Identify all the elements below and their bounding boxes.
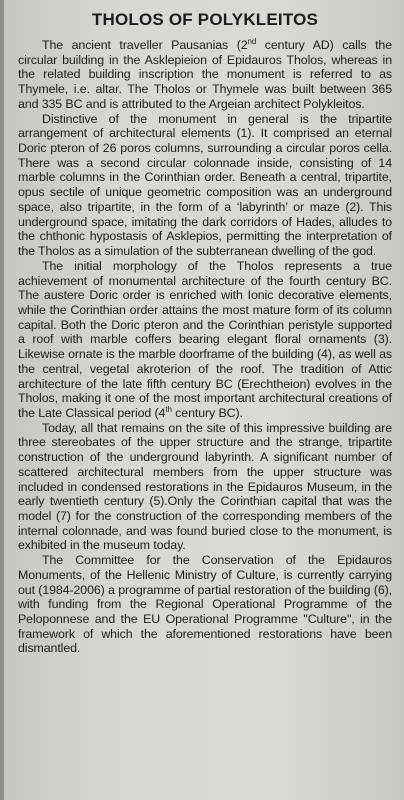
text-segment: The Committee for the Conservation of the Epidauros Monuments, of the Hellenic Ministry of Culture, is currently carrying out (1984-2006) a programme of partial restoration of the building (6), with funding from the Regional Operational Programme of the Peloponnese and the EU Operational Programme "Culture", in the framework of which the aforementioned restorations have been dismantled.	[18, 553, 392, 656]
text-segment: century AD) calls the circular building in the Asklepieion of Epidauros Tholos, whereas in the related building inscription the monument is referred to as Thymele, i.e. altar. The Tholos or Thymele was built between 365 and 335 BC and is attributed to the Argeian architect Polykleitos.	[18, 38, 392, 111]
paragraph-2	[18, 112, 392, 259]
text-segment: Distinctive of the monument in general is the tripartite arrangement of architectural elements (1). It comprised an eternal Doric pteron of 26 poros columns, surrounding a circular poros cella. There was a second circular colonnade inside, consisting of 14 marble columns in the Corinthian order. Beneath a central, tripartite, opus sectile of unique geometric composition was an underground space, also tripartite, in the form of a ‘labyrinth’ or maze (2). This underground space, imitating the dark corridors of Hades, alludes to the chthonic hypostasis of Asklepios, permitting the interpretation of the Tholos as a simulation of the subterranean dwelling of the god.	[18, 111, 392, 259]
paragraph-3	[18, 259, 392, 421]
paragraph-4	[18, 421, 392, 553]
panel-title: THOLOS OF POLYKLEITOS	[91, 10, 319, 29]
text-segment: century BC).	[171, 405, 243, 420]
paragraph-5	[18, 553, 392, 656]
body-text	[18, 38, 392, 656]
text-segment: Today, all that remains on the site of this impressive building are three stereobates of the upper structure and the strange, tripartite construction of the underground labyrinth. A significant number of scattered architectural members from the upper structure was included in condensed restorations in the Epidauros Museum, in the early twentieth century (5).Only the Corinthian capital that was the model (7) for the construction of the corresponding members of the internal colonnade, and was found buried close to the monument, is exhibited in the museum today.	[18, 420, 392, 553]
text-segment: The initial morphology of the Tholos represents a true achievement of monumental architecture of the fourth century BC. The austere Doric order is enriched with Ionic decorative elements, while the Corinthian order attains the most mature form of its column capital. Both the Doric pteron and the Corinthian peristyle supported a roof with marble coffers bearing elegant floral ornaments (3). Likewise ornate is the marble doorframe of the building (4), as well as the central, vegetal akroterion of the roof. The tradition of Attic architecture of the late fifth century BC (Erechtheion) evolves in the Tholos, making it one of the most important architectural creations of the Late Classical period (4	[18, 258, 392, 420]
text-segment: The ancient traveller Pausanias (2	[42, 38, 248, 52]
paragraph-1	[18, 38, 392, 112]
superscript: th	[165, 404, 172, 414]
superscript: nd	[247, 36, 257, 46]
